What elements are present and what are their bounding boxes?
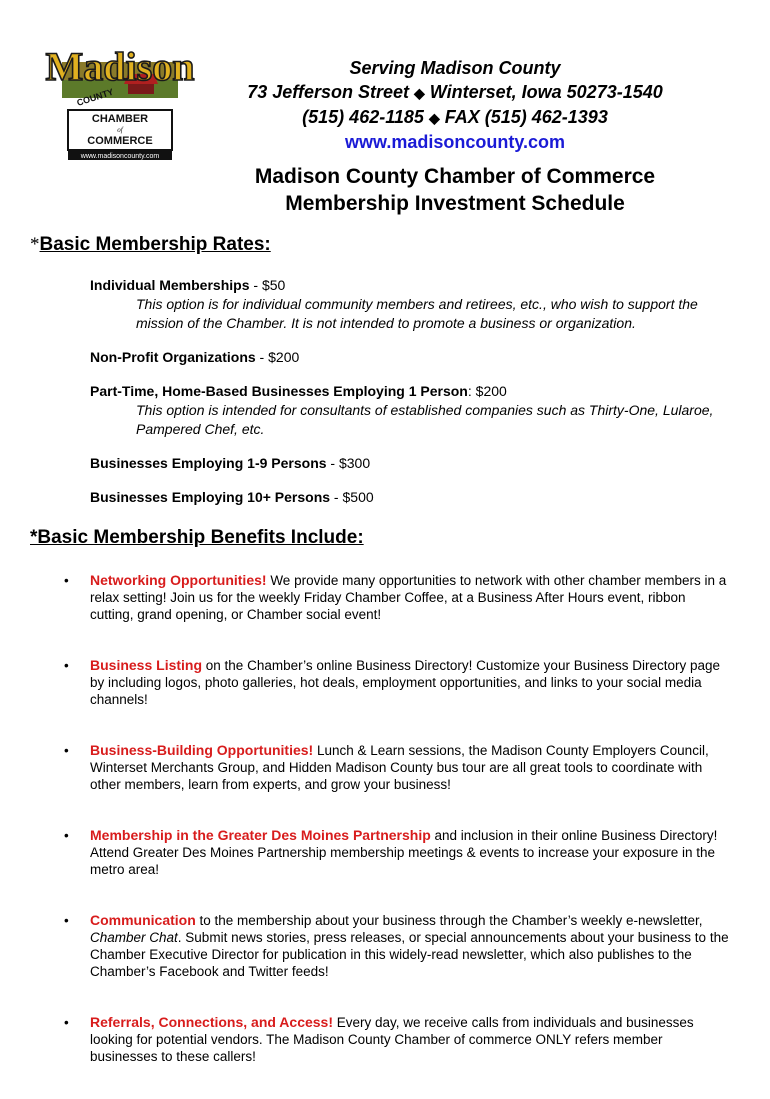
benefit-text: We provide many opportunities to network with other chamber members in a relax setting! Join us for the weekly Friday Chamber Coffee, at a Business After Hours event, ribbon cutting, grand opening, or Chamber social event!: [90, 573, 727, 622]
header-street: 73 Jefferson Street: [247, 82, 409, 102]
rate-sep: -: [249, 277, 262, 293]
rate-item: [90, 382, 740, 439]
rate-item: [90, 488, 740, 507]
rate-price: $300: [338, 455, 371, 471]
header-city: Winterset, Iowa 50273-1540: [429, 82, 663, 102]
rates-heading-text: Basic Membership Rates:: [39, 234, 271, 255]
benefit-text: to the membership about your business through the Chamber’s weekly e-newsletter,: [195, 913, 703, 928]
chamber-logo-graphic: [45, 40, 195, 164]
benefit-text: on the Chamber’s online Business Directory! Customize your Business Directory page by including logos, photo galleries, hot deals, employment opportunities, and links to your social media channels!: [90, 658, 721, 707]
title-line1: Madison County Chamber of Commerce: [254, 165, 656, 188]
bullet-icon: •: [64, 743, 69, 758]
rate-description: This option is for individual community members and retirees, etc., who wish to support the mission of the Chamber. It is not intended to promote a business or organization.: [136, 296, 698, 331]
header-address: [200, 80, 710, 105]
header-phone: (515) 462-1185: [302, 107, 424, 127]
benefit-text: . Submit news stories, press releases, or special announcements about your business to the Chamber Executive Director for publication in this widely-read newsletter, which also publishes to the Chamber’s Facebook and Twitter feeds!: [90, 930, 729, 979]
header-fax: FAX (515) 462-1393: [444, 107, 608, 127]
rate-price: $50: [261, 277, 286, 293]
logo-word-county: COUNTY: [75, 86, 115, 108]
rate-item: [90, 348, 740, 367]
benefit-lead: Communication: [90, 912, 196, 928]
title-line2: Membership Investment Schedule: [285, 192, 625, 215]
rate-sep: -: [330, 489, 343, 505]
logo-line-of: of: [117, 126, 123, 134]
document-title: [200, 163, 710, 217]
benefit-lead: Referrals, Connections, and Access!: [90, 1014, 334, 1030]
rates-list: [90, 276, 740, 522]
benefit-lead: Business Listing: [90, 657, 203, 673]
rates-heading-star: *: [30, 234, 40, 255]
rate-item: [90, 454, 740, 473]
benefit-text: Lunch & Learn sessions, the Madison County Employers Council, Winterset Merchants Group, and Hidden Madison County bus tour are all great tools to coordinate with other members, learn from experts, and grow your business!: [90, 743, 709, 792]
diamond-icon: ◆: [414, 85, 425, 101]
rate-name: Individual Memberships: [90, 277, 250, 293]
rate-sep: -: [326, 455, 339, 471]
benefit-lead: Membership in the Greater Des Moines Partnership: [90, 827, 431, 843]
diamond-icon: ◆: [428, 110, 440, 126]
benefit-item: [62, 827, 732, 878]
benefit-lead: Networking Opportunities!: [90, 572, 267, 588]
rate-price: $500: [342, 489, 374, 505]
bullet-icon: •: [64, 658, 69, 673]
chamber-logo: [45, 40, 195, 164]
website-link[interactable]: www.madisoncounty.com: [344, 132, 566, 152]
newsletter-name: Chamber Chat: [90, 930, 178, 945]
benefits-heading: *Basic Membership Benefits Include:: [30, 527, 364, 548]
rate-sep: -: [255, 349, 269, 365]
rate-price: $200: [268, 349, 300, 365]
rate-name: Businesses Employing 1-9 Persons: [90, 455, 327, 471]
benefit-lead: Business-Building Opportunities!: [90, 742, 314, 758]
benefit-item: [62, 742, 732, 793]
rate-item: [90, 276, 740, 333]
rate-description: This option is intended for consultants of established companies such as Thirty-One, Lularoe, Pampered Chef, etc.: [136, 402, 714, 437]
rate-name: Businesses Employing 10+ Persons: [90, 489, 331, 505]
rate-name: Non-Profit Organizations: [90, 349, 256, 365]
logo-url: www.madisoncounty.com: [80, 153, 160, 160]
bullet-icon: •: [64, 913, 69, 928]
benefit-item: [62, 657, 732, 708]
rate-sep: :: [467, 383, 476, 399]
header-phone-line: [200, 105, 710, 130]
benefit-item: [62, 1014, 732, 1065]
contact-header: [200, 56, 710, 154]
bullet-icon: •: [64, 1015, 69, 1030]
benefits-list: [62, 572, 732, 1099]
benefit-text: Every day, we receive calls from individuals and businesses looking for potential vendors. The Madison County Chamber of commerce ONLY refers member businesses to these callers!: [90, 1015, 694, 1064]
rates-heading: [30, 234, 271, 256]
benefit-item: [62, 572, 732, 623]
rate-price: $200: [475, 383, 507, 399]
logo-line-commerce: COMMERCE: [87, 135, 153, 147]
bullet-icon: •: [64, 828, 69, 843]
benefit-item: [62, 912, 732, 980]
header-serving: Serving Madison County: [349, 58, 561, 78]
logo-line-chamber: CHAMBER: [91, 113, 149, 125]
logo-word-large: Madison: [45, 44, 195, 89]
rate-name: Part-Time, Home-Based Businesses Employing 1 Person: [90, 383, 468, 399]
bullet-icon: •: [64, 573, 69, 588]
benefit-text: and inclusion in their online Business Directory! Attend Greater Des Moines Partnership membership meetings & events to increase your exposure in the metro area!: [90, 828, 718, 877]
